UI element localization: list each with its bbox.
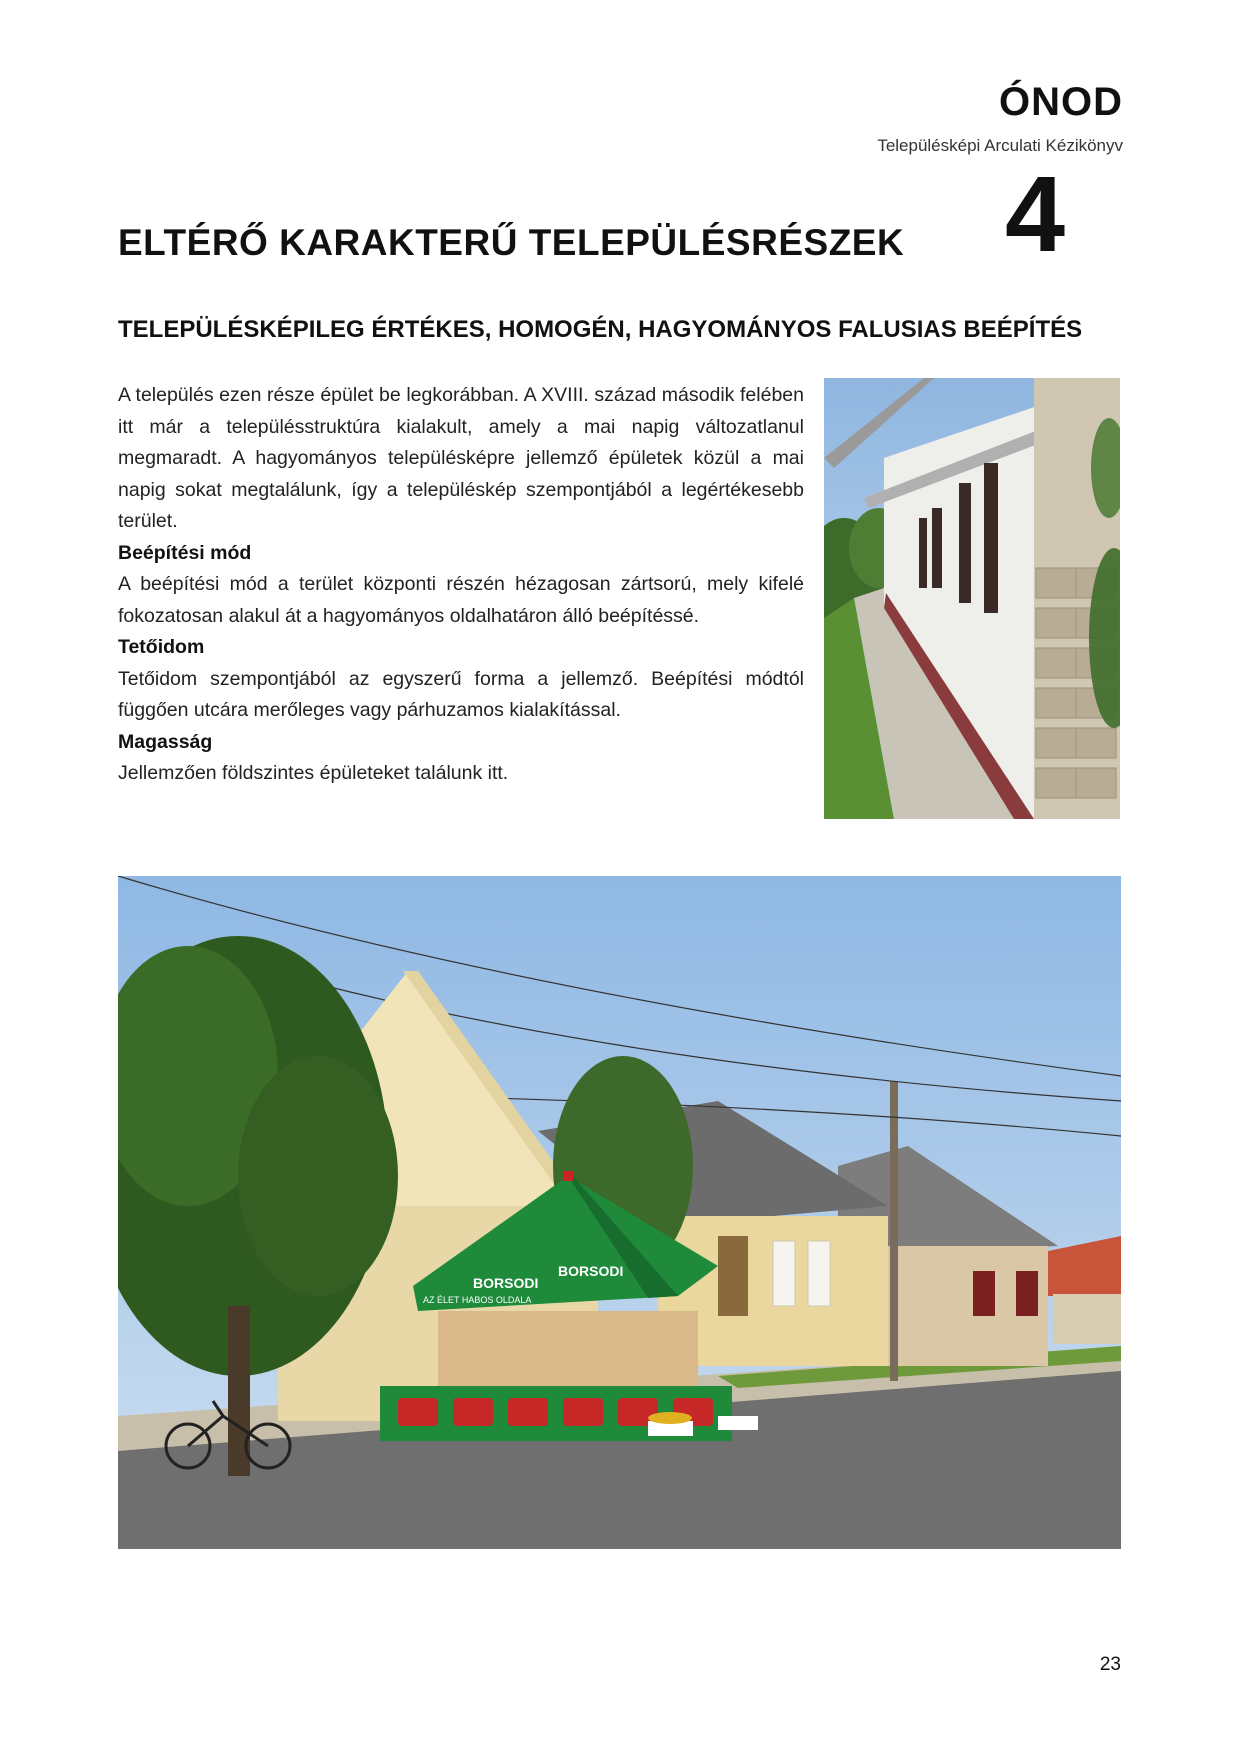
intro-paragraph: A település ezen része épület be legkorábban. A XVIII. század második felében itt már a településstruktúra kialakult, amely a mai napig változatlanul megmaradt. A hagyományos településképre jellemző épületek közül a mai napig sokat megtalálunk, így a településkép szempontjából a legértékesebb terület. xyxy=(118,384,804,532)
umbrella-slogan: AZ ÉLET HABOS OLDALA xyxy=(423,1295,532,1305)
body-text xyxy=(118,380,804,790)
chapter-number: 4 xyxy=(1005,153,1066,274)
tetoidom-heading: Tetőidom xyxy=(118,636,205,658)
section-subtitle: TELEPÜLÉSKÉPILEG ÉRTÉKES, HOMOGÉN, HAGYOMÁNYOS FALUSIAS BEÉPÍTÉS xyxy=(118,316,1083,343)
section-title: ELTÉRŐ KARAKTERŰ TELEPÜLÉSRÉSZEK xyxy=(118,222,905,263)
document-title: ÓNOD xyxy=(999,80,1123,124)
umbrella-brand-left: BORSODI xyxy=(473,1275,539,1291)
document-subtitle: Településképi Arculati Kézikönyv xyxy=(877,136,1123,155)
photo-street-scene xyxy=(118,876,1121,1549)
magassag-paragraph: Jellemzően földszintes épületeket találunk itt. xyxy=(118,762,509,784)
magassag-heading: Magasság xyxy=(118,730,213,753)
beepitesi-heading: Beépítési mód xyxy=(118,541,252,564)
beepitesi-paragraph: A beépítési mód a terület központi részén hézagosan zártsorú, mely kifelé fokozatosan alakul át a hagyományos oldalhatáron álló beépítéssé. xyxy=(118,573,804,627)
umbrella-brand-right: BORSODI xyxy=(558,1263,624,1279)
photo-traditional-house xyxy=(824,378,1120,819)
tetoidom-paragraph: Tetőidom szempontjából az egyszerű forma a jellemző. Beépítési módtól függően utcára merőleges vagy párhuzamos kialakítással. xyxy=(118,667,804,721)
page-number: 23 xyxy=(1099,1654,1121,1675)
